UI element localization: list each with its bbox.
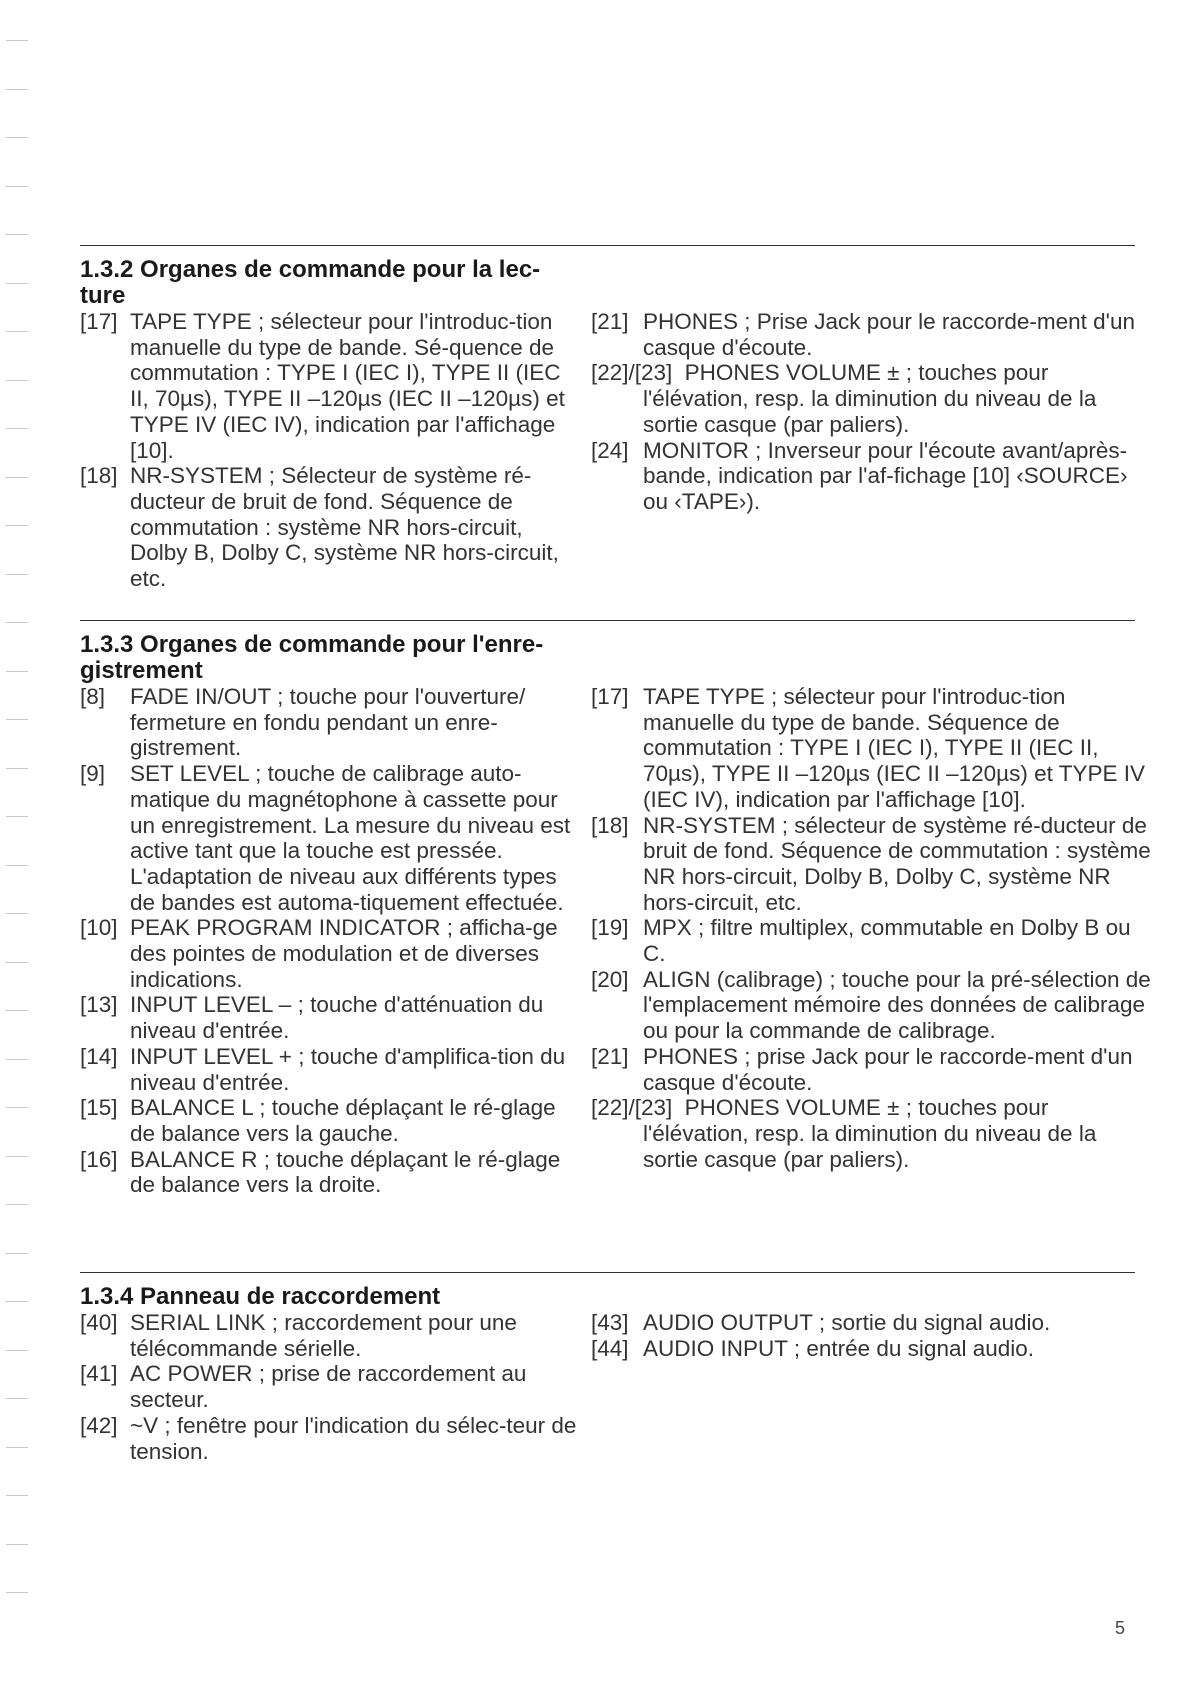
page-number: 5 [1115,1618,1126,1638]
title-line: gistrement [80,657,203,684]
title-line: ture [80,282,126,309]
margin-tick [6,671,28,672]
list-item [80,761,580,915]
margin-tick [6,283,28,284]
item-ref: [21] [591,1043,629,1069]
item-ref: [15] [80,1095,118,1121]
item-ref: [41] [80,1361,118,1387]
right-column [591,684,1151,1172]
list-item [80,1044,580,1095]
margin-tick [6,234,28,235]
item-ref: [18] [591,812,629,838]
list-item [591,1095,1151,1172]
list-item [591,360,1151,437]
margin-tick [6,428,28,429]
list-item [80,1147,580,1198]
item-ref: [18] [80,463,118,489]
list-item [80,1310,580,1361]
margin-tick [6,1253,28,1254]
margin-tick [6,186,28,187]
section-rule [80,620,1135,621]
list-item [80,684,580,761]
list-item [80,1361,580,1412]
right-column [591,1310,1151,1361]
margin-tick [6,1059,28,1060]
item-ref: [24] [591,437,629,463]
margin-tick [6,1204,28,1205]
item-text: AUDIO OUTPUT ; sortie du signal audio. [643,1310,1051,1335]
margin-tick [6,719,28,720]
item-text: MONITOR ; Inverseur pour l'écoute avant/après-bande, indication par l'af-fichage [10] ‹SOURCE› ou ‹TAPE›). [643,437,1128,514]
item-text: TAPE TYPE ; sélecteur pour l'introduc-tion manuelle du type de bande. Séquence de commutation : TYPE I (IEC I), TYPE II (IEC II, 70µs), TYPE II –120µs (IEC II –120µs) et TYPE IV (IEC IV), indication par l'affichage [10]. [643,684,1146,812]
list-item [591,1310,1151,1336]
title-line: 1.3.4 Panneau de raccordement [80,1283,441,1310]
item-text: SET LEVEL ; touche de calibrage auto-matique du magnétophone à cassette pour un enregistrement. La mesure du niveau est active tant que la touche est pressée. L'adaptation de niveau aux différents types de bandes est automa-tiquement effectuée. [130,761,571,915]
margin-tick [6,1495,28,1496]
margin-tick [6,622,28,623]
item-text: BALANCE R ; touche déplaçant le ré-glage de balance vers la droite. [130,1146,561,1198]
item-ref: [8] [80,684,106,709]
item-text: PHONES VOLUME ± ; touches pour l'élévation, resp. la diminution du niveau de la sortie casque (par paliers). [643,1095,1097,1172]
item-text: PEAK PROGRAM INDICATOR ; afficha-ge des pointes de modulation et de diverses indications. [130,915,558,992]
item-ref: [10] [80,915,118,941]
item-ref: [13] [80,992,118,1018]
section-rule [80,245,1135,246]
margin-tick [6,1398,28,1399]
item-text: AC POWER ; prise de raccordement au secteur. [130,1361,527,1413]
item-ref: [17] [80,309,118,334]
title-line: 1.3.3 Organes de commande pour l'enre- [80,631,544,658]
item-ref: [44] [591,1335,629,1361]
margin-tick [6,331,28,332]
section-1-3-3 [80,620,1151,1240]
list-item [591,967,1151,1044]
margin-tick [6,380,28,381]
margin-tick [6,137,28,138]
left-column [80,309,580,592]
list-item [591,309,1151,360]
item-ref: [40] [80,1310,118,1335]
item-text: PHONES VOLUME ± ; touches pour l'élévation, resp. la diminution du niveau de la sortie casque (par paliers). [643,360,1097,437]
right-column [591,309,1151,515]
margin-tick [6,768,28,769]
item-text: BALANCE L ; touche déplaçant le ré-glage de balance vers la gauche. [130,1095,556,1146]
margin-tick [6,1350,28,1351]
margin-tick [6,525,28,526]
section-title [80,257,580,309]
list-item [80,463,580,592]
list-item [80,1095,580,1146]
item-ref: [22]/[23] [591,1095,673,1121]
margin-tick [6,1107,28,1108]
item-text: SERIAL LINK ; raccordement pour une télécommande sérielle. [130,1310,517,1361]
item-text: PHONES ; prise Jack pour le raccorde-ment d'un casque d'écoute. [643,1043,1133,1095]
item-ref: [9] [80,761,106,787]
margin-tick [6,40,28,41]
item-text: FADE IN/OUT ; touche pour l'ouverture/ fermeture en fondu pendant un enre-gistrement. [130,684,526,761]
list-item [591,1336,1151,1362]
section-title [80,632,580,684]
item-ref: [19] [591,915,629,941]
list-item [591,1044,1151,1095]
margin-tick [6,574,28,575]
item-text: NR-SYSTEM ; Sélecteur de système ré-ducteur de bruit de fond. Séquence de commutation : système NR hors-circuit, Dolby B, Dolby C, système NR hors-circuit, etc. [130,463,559,592]
margin-tick [6,89,28,90]
list-item [80,915,580,992]
item-text: ALIGN (calibrage) ; touche pour la pré-sélection de l'emplacement mémoire des données de calibrage ou pour la commande de calibrage. [643,966,1151,1044]
section-1-3-4 [80,1272,1135,1472]
item-ref: [21] [591,309,629,334]
left-column [80,684,580,1198]
item-ref: [22]/[23] [591,360,673,386]
list-item [591,684,1151,813]
item-text: AUDIO INPUT ; entrée du signal audio. [643,1335,1035,1361]
margin-tick [6,1010,28,1011]
list-item [591,813,1151,916]
item-ref: [16] [80,1146,118,1172]
item-text: INPUT LEVEL – ; touche d'atténuation du niveau d'entrée. [130,992,544,1044]
item-text: MPX ; filtre multiplex, commutable en Dolby B ou C. [643,915,1131,967]
item-ref: [14] [80,1043,118,1069]
item-ref: [17] [591,684,629,709]
list-item [80,309,580,463]
item-ref: [20] [591,966,629,992]
list-item [591,438,1151,515]
item-text: TAPE TYPE ; sélecteur pour l'introduc-tion manuelle du type de bande. Sé-quence de commutation : TYPE I (IEC I), TYPE II (IEC II, 70µs), TYPE II –120µs (IEC II –120µs) et TYPE IV (IEC IV), indication par l'affichage [10]. [130,309,565,463]
item-ref: [42] [80,1412,118,1438]
section-title [80,1284,580,1310]
list-item [591,915,1151,966]
margin-tick [6,1156,28,1157]
margin-tick [6,477,28,478]
list-item [80,992,580,1043]
list-item [80,1413,580,1464]
left-column [80,1310,580,1464]
section-rule [80,1272,1135,1273]
item-text: ~V ; fenêtre pour l'indication du sélec-teur de tension. [130,1412,577,1464]
item-text: INPUT LEVEL + ; touche d'amplifica-tion du niveau d'entrée. [130,1043,566,1095]
item-text: PHONES ; Prise Jack pour le raccorde-ment d'un casque d'écoute. [643,309,1135,360]
section-1-3-2 [80,245,1135,590]
margin-tick [6,913,28,914]
margin-tick [6,1447,28,1448]
item-ref: [43] [591,1310,629,1335]
margin-tick [6,865,28,866]
margin-tick [6,1544,28,1545]
margin-tick [6,1592,28,1593]
margin-ticks [6,40,28,1660]
margin-tick [6,816,28,817]
item-text: NR-SYSTEM ; sélecteur de système ré-ducteur de bruit de fond. Séquence de commutation : système NR hors-circuit, Dolby B, Dolby C, système NR hors-circuit, etc. [643,812,1151,915]
margin-tick [6,1301,28,1302]
margin-tick [6,962,28,963]
title-line: 1.3.2 Organes de commande pour la lec- [80,256,541,283]
